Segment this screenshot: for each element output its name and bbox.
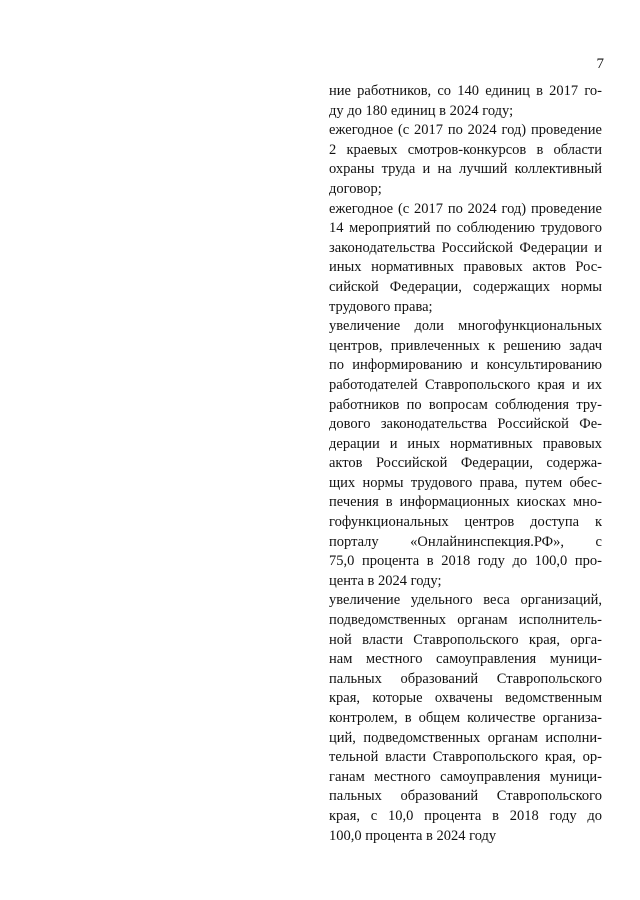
text-line: 14 мероприятий по соблюдению трудового [329, 220, 602, 237]
text-line: края, которые охвачены ведомственным [329, 690, 602, 707]
text-line: ежегодное (с 2017 по 2024 год) проведение [329, 122, 602, 139]
text-line: пальных образований Ставропольского [329, 670, 602, 687]
text-line: работников по вопросам соблюдения тру- [329, 396, 602, 413]
text-line: порталу «Онлайнинспекция.РФ», с [329, 533, 602, 550]
text-line: работодателей Ставропольского края и их [329, 376, 602, 393]
text-line: увеличение удельного веса организаций, [329, 592, 602, 609]
text-line: ций, подведомственных органам исполни- [329, 729, 602, 746]
text-line: 75,0 процента в 2018 году до 100,0 про- [329, 553, 602, 570]
text-line: ганам местного самоуправления муници- [329, 768, 602, 785]
text-line: ежегодное (с 2017 по 2024 год) проведение [329, 200, 602, 217]
text-line: по информированию и консультированию [329, 357, 602, 374]
text-line: увеличение доли многофункциональных [329, 318, 602, 335]
text-line: ной власти Ставропольского края, орга- [329, 631, 602, 648]
text-line: охраны труда и на лучший коллективный [329, 161, 602, 178]
text-line: центров, привлеченных к решению задач [329, 337, 602, 354]
text-line: нам местного самоуправления муници- [329, 651, 602, 668]
text-line: гофункциональных центров доступа к [329, 514, 602, 531]
text-line: тельной власти Ставропольского края, ор- [329, 749, 602, 766]
text-line: дового законодательства Российской Фе- [329, 416, 602, 433]
text-line: дерации и иных нормативных правовых [329, 435, 602, 452]
text-line: сийской Федерации, содержащих нормы [329, 278, 602, 295]
text-line: иных нормативных правовых актов Рос- [329, 259, 602, 276]
text-line: 2 краевых смотров-конкурсов в области [329, 141, 602, 158]
text-line: подведомственных органам исполнитель- [329, 612, 602, 629]
text-line: договор; [329, 180, 382, 197]
text-line: ние работников, со 140 единиц в 2017 го- [329, 83, 602, 99]
text-line: актов Российской Федерации, содержа- [329, 455, 602, 472]
text-line: щих нормы трудового права, путем обес- [329, 474, 602, 491]
text-line: пальных образований Ставропольского [329, 788, 602, 805]
text-line: контролем, в общем количестве организа- [329, 710, 602, 726]
text-line: 100,0 процента в 2024 году [329, 827, 497, 844]
text-line: законодательства Российской Федерации и [329, 239, 602, 256]
text-line: трудового права; [329, 298, 433, 315]
text-line: края, с 10,0 процента в 2018 году до [329, 807, 602, 824]
text-line: печения в информационных киосках мно- [329, 494, 602, 511]
text-line: цента в 2024 году; [329, 572, 442, 589]
page-number: 7 [596, 56, 604, 72]
document-body [329, 82, 602, 846]
text-line: ду до 180 единиц в 2024 году; [329, 102, 514, 119]
